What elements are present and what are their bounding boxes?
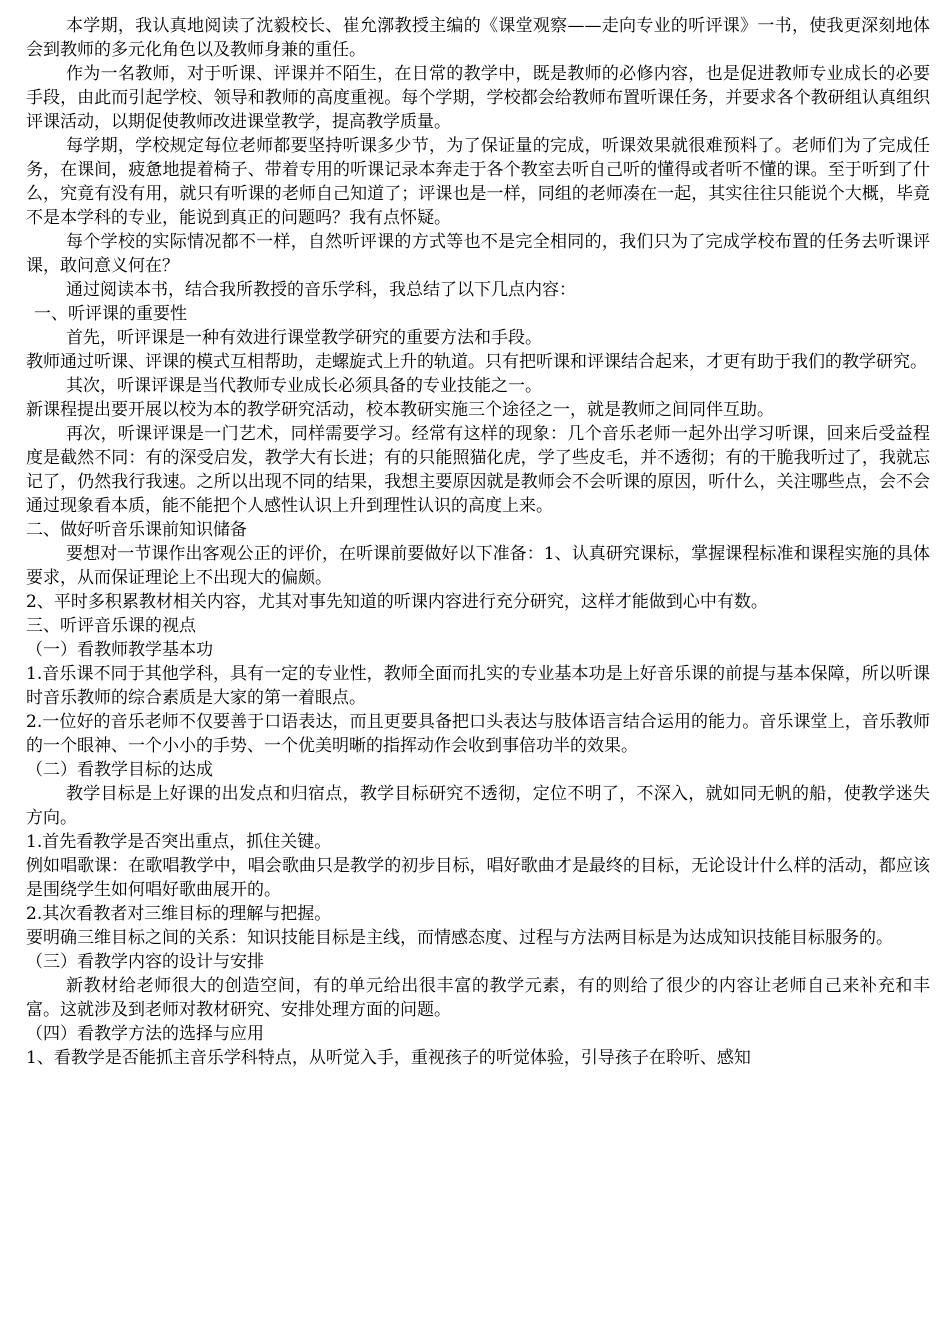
- section-heading: 三、听评音乐课的视点: [26, 616, 196, 636]
- paragraph: 首先，听评课是一种有效进行课堂教学研究的重要方法和手段。: [66, 328, 542, 348]
- subsection-heading: （四）看教学方法的选择与应用: [26, 1024, 264, 1044]
- paragraph: 每学期，学校规定每位老师都要坚持听课多少节，为了保证量的完成，听课效果就很难预料了。老师们为了完成任务，在课间，疲惫地提着椅子、带着专用的听课记录本奔走于各个教室去听自己听的懂得或者听不懂的课。至于听到了什么，究竟有没有用，就只有听课的老师自己知道了；评课也是一样，同组的老师凑在一起，其实往往只能说个大概，毕竟不是本学科的专业，能说到真正的问题吗？我有点怀疑。: [26, 136, 930, 228]
- subsection-heading: （一）看教师教学基本功: [26, 640, 213, 660]
- paragraph: 例如唱歌课：在歌唱教学中，唱会歌曲只是教学的初步目标，唱好歌曲才是最终的目标，无论设计什么样的活动，都应该是围绕学生如何唱好歌曲展开的。: [26, 856, 930, 900]
- list-item: 2.其次看教者对三维目标的理解与把握。: [26, 904, 332, 924]
- paragraph: 教师通过听课、评课的模式互相帮助，走螺旋式上升的轨道。只有把听课和评课结合起来，才更有助于我们的教学研究。: [26, 352, 927, 372]
- subsection-heading: （二）看教学目标的达成: [26, 760, 213, 780]
- paragraph: 要明确三维目标之间的关系：知识技能目标是主线，而情感态度、过程与方法两目标是为达成知识技能目标服务的。: [26, 928, 893, 948]
- paragraph: 其次，听课评课是当代教师专业成长必须具备的专业技能之一。: [66, 376, 542, 396]
- paragraph: 要想对一节课作出客观公正的评价，在听课前要做好以下准备：1、认真研究课标，掌握课程标准和课程实施的具体要求，从而保证理论上不出现大的偏颇。: [26, 544, 930, 588]
- list-item: 2.一位好的音乐老师不仅要善于口语表达，而且更要具备把口头表达与肢体语言结合运用的能力。音乐课堂上，音乐教师的一个眼神、一个小小的手势、一个优美明晰的指挥动作会收到事倍功半的效果。: [26, 712, 930, 756]
- paragraph: 再次，听课评课是一门艺术，同样需要学习。经常有这样的现象：几个音乐老师一起外出学习听课，回来后受益程度是截然不同：有的深受启发，教学大有长进；有的只能照猫化虎，学了些皮毛，并不透彻；有的干脆我听过了，我就忘记了，仍然我行我速。之所以出现不同的结果，我想主要原因就是教师会不会听课的原因，听什么，关注哪些点，会不会通过现象看本质，能不能把个人感性认识上升到理性认识的高度上来。: [26, 424, 930, 516]
- paragraph: 教学目标是上好课的出发点和归宿点，教学目标研究不透彻，定位不明了，不深入，就如同无帆的船，使教学迷失方向。: [26, 784, 930, 828]
- paragraph: 新教材给老师很大的创造空间，有的单元给出很丰富的教学元素，有的则给了很少的内容让老师自己来补充和丰富。这就涉及到老师对教材研究、安排处理方面的问题。: [26, 976, 930, 1020]
- section-heading: 一、听评课的重要性: [34, 304, 187, 324]
- section-heading: 二、做好听音乐课前知识储备: [26, 520, 247, 540]
- list-item: 1.首先看教学是否突出重点，抓住关键。: [26, 832, 332, 852]
- list-item: 1.音乐课不同于其他学科，具有一定的专业性，教师全面而扎实的专业基本功是上好音乐课的前提与基本保障，所以听课时音乐教师的综合素质是大家的第一着眼点。: [26, 664, 930, 708]
- paragraph: 新课程提出要开展以校为本的教学研究活动，校本教研实施三个途径之一，就是教师之间同伴互助。: [26, 400, 774, 420]
- list-item: 1、看教学是否能抓主音乐学科特点，从听觉入手，重视孩子的听觉体验，引导孩子在聆听、感知: [26, 1048, 751, 1068]
- paragraph: 通过阅读本书，结合我所教授的音乐学科，我总结了以下几点内容：: [66, 280, 576, 300]
- paragraph: 每个学校的实际情况都不一样，自然听评课的方式等也不是完全相同的，我们只为了完成学校布置的任务去听课评课，敢问意义何在？: [26, 232, 930, 276]
- subsection-heading: （三）看教学内容的设计与安排: [26, 952, 264, 972]
- paragraph: 2、平时多积累教材相关内容，尤其对事先知道的听课内容进行充分研究，这样才能做到心中有数。: [26, 592, 768, 612]
- paragraph: 作为一名教师，对于听课、评课并不陌生，在日常的教学中，既是教师的必修内容，也是促进教师专业成长的必要手段，由此而引起学校、领导和教师的高度重视。每个学期，学校都会给教师布置听课任务，并要求各个教研组认真组织评课活动，以期促使教师改进课堂教学，提高教学质量。: [26, 64, 930, 132]
- paragraph: 本学期，我认真地阅读了沈毅校长、崔允漷教授主编的《课堂观察——走向专业的听评课》一书，使我更深刻地体会到教师的多元化角色以及教师身兼的重任。: [26, 16, 930, 60]
